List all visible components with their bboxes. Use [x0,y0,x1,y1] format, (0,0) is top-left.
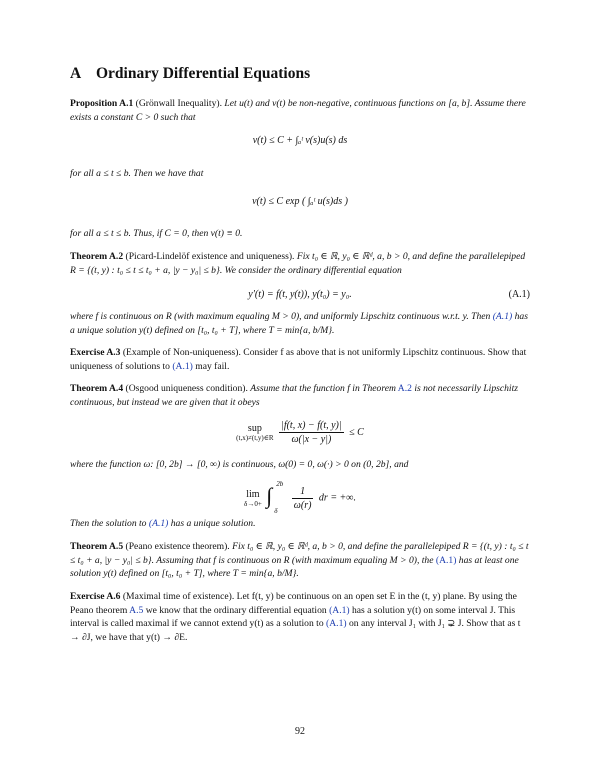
equation-link-a1[interactable]: (A.1) [492,311,513,322]
gronwall-hypothesis-equation: v(t) ≤ C + ∫ₐᵗ v(s)u(s) ds [252,135,348,146]
osgood-numerator: |f(t, x) − f(t, y)| [281,420,342,431]
thm-a2-after-text-2: has a unique solution y(t) defined on [t₀, t₀ + T], where T = min{a, b/M}. [70,311,528,336]
ex-a3-body-1: Consider f as above that is not uniformly Lipschitz continuous. Show that uniqueness of solutions to [70,347,527,372]
osgood-sup-condition [0,420,600,445]
integrand-denominator: ω(r) [293,499,312,511]
equation-link-a1[interactable]: (A.1) [326,618,347,630]
exercise-a6 [70,590,530,644]
ex-a6-label: Exercise A.6 [70,591,121,602]
theorem-link-a5[interactable]: A.5 [129,604,144,616]
theorem-a5 [70,540,530,581]
thm-a4-body-2: is not necessarily Lipschitz continuous, but instead we are given that it obeys [70,383,518,408]
thm-a4-body-1: Assume that the function f in Theorem [250,383,396,394]
sup-operator: sup [247,423,262,434]
integral-lower-limit: δ [274,507,278,515]
thm-a4-end-1: Then the solution to [70,518,147,529]
ex-a6-body-3: has a solution y(t) on some interval J. This interval is called maximal if we cannot extend y(t) as a solution to [70,604,516,630]
integrand-fraction [292,486,314,511]
ex-a6-name: (Maximal time of existence). [122,591,235,602]
thm-a5-body-2: has at least one solution y(t) defined on [t₀, t₀ + T], where T = min{a, b/M}. [70,554,519,580]
thm-a4-end [70,517,530,531]
equation-link-a1[interactable]: (A.1) [172,360,193,372]
section-heading [70,65,310,83]
theorem-a2 [70,250,530,277]
lim-operator: lim [246,488,260,500]
thm-a2-label: Theorem A.2 [70,251,124,262]
proposition-a1 [70,97,530,124]
ex-a6-body-1: Let f(t, y) be continuous on an open set E in the (t, y) plane. By using the Peano theorem [70,591,517,616]
integral-sign [264,480,286,516]
thm-a5-label: Theorem A.5 [70,541,124,552]
equation-link-a1[interactable]: (A.1) [435,554,457,566]
theorem-a4 [70,382,530,409]
ode-equation-text: y′(t) = f(t, y(t)), y(t₀) = y₀. [248,289,352,300]
thm-a2-name: (Picard-Lindelöf existence and uniqueness). [125,251,295,262]
thm-a2-after [70,310,530,337]
prop-a1-end: for all a ≤ t ≤ b. Thus, if C = 0, then v(t) ≡ 0. [70,228,243,239]
thm-a5-body-1: Fix t₀ ∈ ℝ, y₀ ∈ ℝᵈ, a, b > 0, and define the parallelepiped R = {(t, y) : t₀ ≤ t ≤ t₀ + a, |y − y₀| ≤ b}. Assuming that f is continuous on R (with maximum equaling M > 0), the [70,541,529,566]
integral-symbol: ∫ [266,483,273,508]
equation-link-a1[interactable]: (A.1) [329,604,350,616]
section-number: A [70,65,82,82]
osgood-denominator: ω(|x − y|) [291,434,332,445]
integral-upper-limit: 2b [276,480,284,488]
equation-link-a1[interactable]: (A.1) [148,518,169,529]
sup-subscript: (t,x)≠(t,y)∈R [236,434,274,442]
thm-a4-label: Theorem A.4 [70,383,124,394]
lim-subscript: δ→0+ [244,499,262,508]
thm-a4-end-2: has a unique solution. [170,518,256,529]
ex-a3-name: (Example of Non-uniqueness). [122,347,241,358]
thm-a2-after-text-1: where f is continuous on R (with maximum equaling M > 0), and uniformly Lipschitz continuous w.r.t. y. Then [70,311,491,322]
ex-a6-body-4: on any interval J₁ with J₁ ⊋ J. Show that as t → ∂J, we have that y(t) → ∂E. [70,618,521,643]
thm-a4-name: (Osgood uniqueness condition). [125,383,248,394]
prop-a1-mid: for all a ≤ t ≤ b. Then we have that [70,168,204,179]
prop-a1-name: (Grönwall Inequality). [135,98,222,109]
thm-a2-body: Fix t₀ ∈ ℝ, y₀ ∈ ℝᵈ, a, b > 0, and define the parallelepiped R = {(t, y) : t₀ ≤ t ≤ t₀ + a, |y − y₀| ≤ b}. We consider the ordinary differential equation [70,251,526,276]
equation-number-a1: (A.1) [508,289,530,300]
exercise-a3 [70,346,530,373]
osgood-integral-condition [0,480,600,516]
prop-a1-body: Let u(t) and v(t) be non-negative, continuous functions on [a, b]. Assume there exists a constant C > 0 such that [70,98,526,123]
page-number: 92 [295,726,305,737]
osgood-fraction [279,420,344,445]
theorem-link-a2[interactable]: A.2 [397,383,412,394]
ex-a3-label: Exercise A.3 [70,347,121,358]
ex-a3-body-2: may fail. [195,360,230,372]
thm-a4-mid: where the function ω: [0, 2b] → [0, ∞) is continuous, ω(0) = 0, ω(·) > 0 on (0, 2b], and [70,459,409,470]
thm-a5-name: (Peano existence theorem). [125,541,230,552]
gronwall-conclusion-equation: v(t) ≤ C exp ( ∫ₐᵗ u(s)ds ) [252,196,348,207]
integral-rhs: dr = +∞. [318,492,356,504]
section-title: Ordinary Differential Equations [96,65,311,82]
ode-equation-a1 [0,289,600,300]
sup-rhs: ≤ C [349,426,364,438]
prop-a1-label: Proposition A.1 [70,98,134,109]
ex-a6-body-2: we know that the ordinary differential equation [145,604,327,616]
integrand-numerator: 1 [292,486,314,499]
